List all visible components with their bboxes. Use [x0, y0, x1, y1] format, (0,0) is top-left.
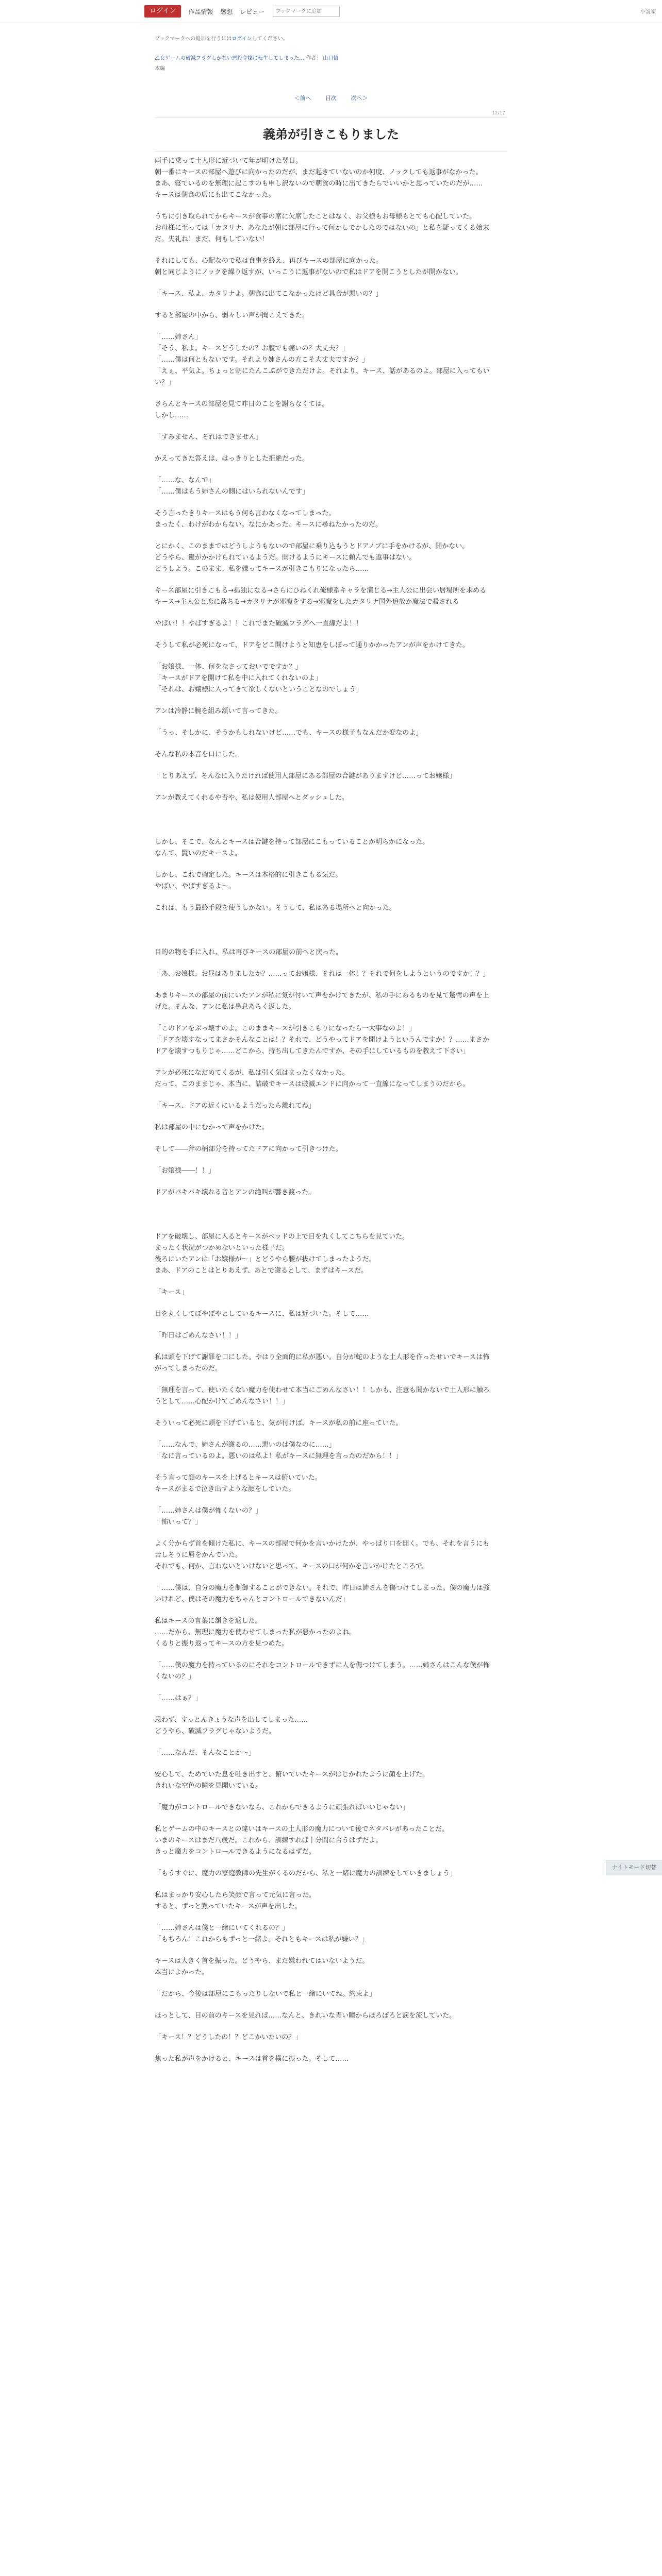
- paragraph: [155, 792, 490, 804]
- text-line: やばい、やばすぎるよ～。: [155, 883, 236, 890]
- text-line: すると、ずっと黙っていたキースが声を出した。: [155, 1903, 302, 1910]
- paragraph: [155, 1309, 490, 1320]
- text-line: そんな私の本音を口にした。: [155, 751, 242, 758]
- text-line: 「昨日はごめんなさい！！」: [155, 1332, 242, 1340]
- text-line: 「……僕の魔力を持っているのにそれをコントロールできずに人を傷つけてしまう。……姉さんはこんな僕が怖くないの？」: [155, 1662, 490, 1681]
- paragraph: [155, 1330, 490, 1342]
- paragraph: [155, 1769, 490, 1792]
- paragraph: [155, 211, 490, 245]
- nav-link-info[interactable]: 作品情報: [188, 8, 213, 15]
- text-line: そして――斧の柄部分を持ってたドアに向かって引きつけた。: [155, 1145, 342, 1153]
- paragraph: [155, 453, 490, 465]
- paragraph: [155, 1165, 490, 1177]
- author-label: 作者：: [306, 56, 322, 61]
- text-line: 「……なんだ、そんなことか～」: [155, 1749, 256, 1757]
- text-line: 「お嬢様、一体、何をなさっておいでですか？」: [155, 663, 303, 671]
- episode-number: 12/17: [492, 111, 505, 116]
- paragraph: [155, 1144, 490, 1155]
- text-line: そういって必死に頭を下げていると、気が付けば、キースが私の前に座っていた。: [155, 1419, 403, 1427]
- paragraph: [155, 1956, 490, 1978]
- paragraph: [155, 1100, 490, 1112]
- paragraph: [155, 432, 490, 443]
- paragraph: [155, 640, 490, 651]
- paragraph: [155, 1418, 490, 1429]
- paragraph: [155, 1802, 490, 1814]
- text-line: 「……はぁ？」: [155, 1694, 202, 1702]
- paragraph: [155, 947, 490, 958]
- paragraph: [155, 1868, 490, 1879]
- paragraph: [155, 475, 490, 498]
- paragraph: [155, 1693, 490, 1704]
- text-line: かえってきた答えは、はっきりとした拒絶だった。: [155, 455, 309, 463]
- text-line: キースは朝食の席にも出てこなかった。: [155, 191, 275, 199]
- text-line: 本当によかった。: [155, 1969, 209, 1976]
- text-line: 目を丸くしてぼやぼやとしているキースに、私は近づいた。そして……: [155, 1310, 369, 1318]
- text-line: しかし、そこで、なんとキースは合鍵を持って部屋にこもっていることが明らかになった。: [155, 838, 429, 846]
- paragraph: [155, 1472, 490, 1495]
- paragraph: [155, 1616, 490, 1650]
- paragraph: [155, 870, 490, 892]
- novel-body: [155, 156, 490, 2075]
- paragraph: [155, 618, 490, 630]
- text-line: お母様に至っては「カタリナ、あなたが朝に部屋に行って何かしでかしたのではないの」と私を疑ってくる始末だ。失礼ね！まだ、何もしていない！: [155, 224, 489, 243]
- info-prefix: ブックマークへの追加を行うには: [155, 36, 232, 42]
- paragraph: [155, 1385, 490, 1408]
- top-nav: [144, 4, 340, 19]
- text-line: これは、もう最終手段を使うしかない。そうして、私はある場所へと向かった。: [155, 904, 396, 912]
- text-line: 私はまっかり安心したら笑顔で言って元気に言った。: [155, 1891, 316, 1899]
- paragraph: [155, 1231, 490, 1277]
- paragraph: [155, 1439, 490, 1462]
- text-line: 私とゲームの中のキースとの違いはキースの土人形の魔力について後でネタバレがあったことだ。: [155, 1825, 449, 1833]
- text-line: 「キース」: [155, 1289, 188, 1296]
- text-line: 私はキースの言葉に頷きを返した。: [155, 1617, 262, 1625]
- text-line: キースは大きく首を振った。どうやら、まだ嫌われてはいないようだ。: [155, 1957, 369, 1965]
- text-line: 「うっ、そしかに、そうかもしれないけど……でも、キースの様子もなんだか変なのよ」: [155, 729, 423, 737]
- text-line: 「魔力がコントロールできないなら、これからできるように頑張ればいいじゃない」: [155, 1804, 409, 1811]
- paragraph: [155, 1660, 490, 1683]
- text-line: 「お嬢様――！！」: [155, 1167, 216, 1175]
- top-bar: [0, 0, 662, 23]
- text-line: きれいな空色の瞳を見開いている。: [155, 1782, 262, 1790]
- text-line: 目的の物を手に入れ、私は再びキースの部屋の前へと戻った。: [155, 948, 343, 956]
- text-line: 「……姉さんは僕と一緒にいてくれるの？」: [155, 1924, 289, 1932]
- paragraph: [155, 1583, 490, 1605]
- paragraph: [155, 332, 490, 388]
- section-break: [155, 1209, 490, 1231]
- nav-link-reviews[interactable]: レビュー: [240, 8, 265, 15]
- paragraph: [155, 289, 490, 300]
- paragraph: [155, 156, 490, 201]
- text-line: ドアを破壊し、部屋に入るとキースがベッドの上で目を丸くしてこちらを見ていた。: [155, 1233, 409, 1241]
- text-line: 「……僕は何ともないです。それより姉さんの方こそ大丈夫ですか？」: [155, 356, 369, 364]
- text-line: 私は部屋の中にむかって声をかけた。: [155, 1124, 269, 1131]
- text-line: すると部屋の中から、弱々しい声が聞こえてきた。: [155, 312, 309, 319]
- paragraph: [155, 1715, 490, 1737]
- text-line: 「あ、お嬢様、お昼はありましたか？……ってお嬢様、それは一体！？それで何をしようというのですか！？」: [155, 970, 490, 978]
- text-line: しかし、これで確定した。キースは本格的に引きこもる気だ。: [155, 871, 342, 879]
- text-line: 「ドアを壊すなってまさかそんなことは！？それで、どうやってドアを開けようというんですか！？……まさかドアを壊すつもりじゃ……どこから、持ち出してきたんですか、その手にしているものを教えて下さい」: [155, 1036, 489, 1055]
- paragraph: [155, 399, 490, 421]
- text-line: 後ろにいたアンは「お嬢様が～」とどうやら腰が抜けてしまったようだ。: [155, 1256, 376, 1263]
- text-line: 朝一番にキースの部屋へ遊びに向かったのだが、まだ起きていないのか何度、ノックしても返事がなかった。: [155, 168, 483, 176]
- paragraph: [155, 1923, 490, 1945]
- text-line: どうしよう。このまま、私を嫌ってキースが引きこもりになったら……: [155, 565, 369, 573]
- site-brand[interactable]: 小説家: [640, 9, 656, 15]
- text-line: そう言ったきりキースはもう何も言わなくなってしまった。: [155, 510, 336, 517]
- bookmark-info: [155, 34, 288, 42]
- paragraph: [155, 2010, 490, 2022]
- paragraph: [155, 749, 490, 760]
- text-line: あまりキースの部屋の前にいたアンが私に気が付いて声をかけてきたが、私の手にあるものを見て驚愕の声を上げた。そんな、アンに私は鼻息あらく返した。: [155, 992, 489, 1011]
- text-line: 「キースがドアを開けて私を中に入れてくれないのよ」: [155, 674, 322, 682]
- paragraph: [155, 1748, 490, 1759]
- text-line: 「もうすぐに、魔力の家庭教師の先生がくるのだから、私と一緒に魔力の訓練をしていきましょう」: [155, 1870, 457, 1877]
- toc-link[interactable]: 目次: [325, 95, 337, 101]
- text-line: アンは冷静に腕を組み頷いて言ってきた。: [155, 707, 282, 715]
- text-line: アンが教えてくれるや否や、私は使用人部屋へとダッシュした。: [155, 794, 349, 802]
- text-line: 「とりあえず、そんなに入りたければ使用人部屋にある部屋の合鍵がありますけど……ってお嬢様」: [155, 772, 456, 780]
- paragraph: [155, 1890, 490, 1912]
- pager-top: [0, 94, 662, 102]
- text-line: とにかく、このままではどうしようもないので部屋に乗り込もうとドアノブに手をかけるが、開かない。: [155, 543, 469, 550]
- title-box: [155, 111, 507, 151]
- paragraph: [155, 727, 490, 739]
- paragraph: [155, 2054, 490, 2065]
- episode-title: 義弟が引きこもりました: [263, 127, 399, 142]
- text-line: 「えぇ、平気よ。ちょっと朝にたんこぶができただけよ。それより、キース、話があるのよ。部屋に入ってもいい？」: [155, 367, 490, 386]
- chapter-label: 本編: [155, 66, 165, 72]
- text-line: いまのキースはまだ八歳だ。これから、訓練すれば十分間に合うはずだよ。: [155, 1837, 383, 1844]
- prev-link[interactable]: ＜前へ: [294, 95, 311, 101]
- paragraph: [155, 662, 490, 696]
- text-line: まあ、ドアのことはとりあえず、あとで謝るとして、まずはキースだ。: [155, 1267, 368, 1275]
- text-line: よく分からず首を傾けた私に、キースの部屋で何かを言いかけたが、やっぱり口を開く。でも、それを言うにも苦しそうに唇をかんでいた。: [155, 1540, 490, 1559]
- text-line: やばい！！やばすぎるよ！！これでまた破滅フラグへ一直線だよ！！: [155, 620, 363, 628]
- text-line: くるりと振り返ってキースの方を見つめた。: [155, 1640, 289, 1648]
- text-line: 「……姉さん」: [155, 333, 202, 341]
- paragraph: [155, 541, 490, 575]
- text-line: ……だから、無理に魔力を使わせてしまった私が悪かったのよね。: [155, 1629, 356, 1636]
- night-mode-button[interactable]: ナイトモード切替: [606, 1860, 662, 1875]
- text-line: 「……なんで、姉さんが謝るの……悪いのは僕なのに……」: [155, 1441, 336, 1449]
- series-title-link[interactable]: 乙女ゲームの破滅フラグしかない悪役令嬢に転生してしまった…: [155, 56, 304, 61]
- text-line: そうして私が必死になって、ドアをどこ開けようと知恵をしぼって通りかかったアンが声をかけてきた。: [155, 641, 469, 649]
- paragraph: [155, 2032, 490, 2043]
- text-line: キースがまるで泣き出すような顔をしていた。: [155, 1485, 295, 1493]
- text-line: 「それは、お嬢様に入ってきて欲しくないということなのでしょう」: [155, 686, 363, 693]
- paragraph: [155, 1023, 490, 1057]
- paragraph: [155, 706, 490, 717]
- text-line: ほっとして、目の前のキースを見れば……なんと、きれいな青い瞳からぽろぽろと涙を流していた。: [155, 2012, 456, 2020]
- text-line: だって、このままじゃ、本当に、詰破でキースは破滅エンドに向かって一直線になってしまうのだから。: [155, 1080, 470, 1088]
- paragraph: [155, 837, 490, 859]
- text-line: キース部屋に引きこもる→孤独になる→さらにひねくれ俺様系キャラを演じる→主人公に出会い居場所を求めるキース→主人公と恋に落ちる→カタリナが邪魔をする→邪魔をしたカタリナ国外追放か魔法で殺される: [155, 587, 487, 606]
- text-line: 「怖いって？」: [155, 1518, 202, 1526]
- text-line: 「キース！？どうしたの！？どこかいたいの？」: [155, 2033, 302, 2041]
- text-line: 「……僕は、自分の魔力を制御することができない。それで、昨日は姉さんを傷つけてしまった。僕の魔力は強いけれど、僕はその魔力をちゃんとコントロールできないんだ」: [155, 1584, 490, 1603]
- text-line: それでも、何か、言わないといけないと思って、キースの口が何かを言いかけたところで。: [155, 1563, 429, 1570]
- text-line: まったく、わけがわからない。なにかあった、キースに尋ねたかったのだ。: [155, 521, 382, 529]
- section-break: [155, 924, 490, 947]
- text-line: きっと魔力をコントロールできるようになるはずだ。: [155, 1848, 316, 1856]
- paragraph: [155, 1505, 490, 1528]
- paragraph: [155, 969, 490, 980]
- text-line: 「キース、ドアの近くにいるようだったら離れてね」: [155, 1102, 316, 1110]
- paragraph: [155, 1824, 490, 1858]
- text-line: 「なに言っているのよ。悪いのは私よ！私がキースに無理を言ったのだから！！」: [155, 1452, 403, 1460]
- paragraph: [155, 585, 490, 608]
- paragraph: [155, 1067, 490, 1090]
- paragraph: [155, 771, 490, 782]
- paragraph: [155, 310, 490, 321]
- text-line: まったく状況がつかめないといった様子だ。: [155, 1244, 289, 1252]
- text-line: 「無理を言って、使いたくない魔力を使わせて本当にごめんなさい！！しかも、注意も聞かないで土人形に触ろうとして……心配かけてごめんなさい！！」: [155, 1386, 490, 1405]
- text-line: ドアがバキバキ壊れる音とアンの絶叫が響き渡った。: [155, 1189, 316, 1196]
- paragraph: [155, 1989, 490, 2000]
- paragraph: [155, 256, 490, 278]
- text-line: まあ、寝ているのを無理に起こすのも申し訳ないので朝食の時に出てきたらでいいかと思っていたのだが……: [155, 180, 483, 188]
- text-line: さらんとキースの部屋を見て昨日のことを謝らなくては。: [155, 400, 329, 408]
- text-line: 焦った私が声をかけると、キースは首を横に振った。そして……: [155, 2055, 349, 2063]
- text-line: 「……な、なんで」: [155, 477, 216, 484]
- text-line: 「このドアをぶっ壊すのよ。このままキースが引きこもりになったら一大事なのよ！」: [155, 1025, 416, 1032]
- text-line: そう言って顔のキースを上げるとキースは俯いていた。: [155, 1474, 322, 1482]
- text-line: 私は頭を下げて謝罪を口にした。やはり全面的に私が悪い。自分が蛇のような土人形を作ったせいでキースは怖がってしまったのだ。: [155, 1353, 490, 1372]
- text-line: どうやら、鍵がかかけられているようだ。開けるようにキースに頼んでも返事はない。: [155, 554, 416, 562]
- text-line: しかし……: [155, 412, 189, 419]
- text-line: 朝と同じようにノックを繰り返すが、いっこうに返事がないので私はドアを開こうとしたが開かない。: [155, 268, 462, 276]
- text-line: 「……僕はもう姉さんの側にはいられないんです」: [155, 488, 309, 496]
- section-break: [155, 814, 490, 837]
- paragraph: [155, 990, 490, 1013]
- paragraph: [155, 903, 490, 914]
- text-line: アンが必死になだめてくるが、私は引く気はまったくなかった。: [155, 1069, 349, 1077]
- text-line: 「キース、私よ、カタリナよ。朝食に出てこなかったけど具合が悪いの？」: [155, 290, 383, 298]
- text-line: 「もちろん！これからもずっと一緒よ。それともキースは私が嫌い？」: [155, 1936, 369, 1943]
- bookmark-input[interactable]: [273, 6, 340, 17]
- info-suffix: してください。: [252, 36, 288, 42]
- text-line: 安心して、ためていた息を吐き出すと、俯いていたキースがはじかれたように顔を上げた。: [155, 1771, 429, 1778]
- text-line: 「だから、今後は部屋にこもったりしないで私と一緒にいてね。約束よ」: [155, 1990, 376, 1998]
- text-line: 「……姉さんは僕が怖くないの？」: [155, 1507, 262, 1515]
- paragraph: [155, 1352, 490, 1375]
- text-line: うちに引き取られてからキースが食事の席に欠席したことはなく、お父様もお母様もとても心配していた。: [155, 213, 476, 221]
- text-line: 両手に乗って土人形に近づいて年が明けた翌日。: [155, 157, 303, 165]
- nav-link-impressions[interactable]: 感想: [220, 8, 233, 15]
- text-line: どうやら、破滅フラグじゃないようだ。: [155, 1727, 276, 1735]
- paragraph: [155, 508, 490, 531]
- paragraph: [155, 1122, 490, 1133]
- next-link[interactable]: 次へ＞: [351, 95, 368, 101]
- paragraph: [155, 1538, 490, 1572]
- text-line: 「そう、私よ。キースどうしたの？お腹でも痛いの？大丈夫？」: [155, 345, 349, 352]
- author-link[interactable]: 山口悟: [323, 56, 339, 61]
- login-button[interactable]: ログイン: [144, 5, 181, 18]
- text-line: それにしても、心配なので私は食事を終え、再びキースの部屋に向かった。: [155, 257, 383, 265]
- text-line: なんて、賢いのだキースよ。: [155, 850, 242, 857]
- info-login-link[interactable]: ログイン: [231, 36, 252, 42]
- series-line: [155, 54, 338, 61]
- text-line: 思わず、すっとんきょうな声を出してしまった……: [155, 1716, 308, 1724]
- paragraph: [155, 1287, 490, 1298]
- paragraph: [155, 1187, 490, 1198]
- text-line: 「すみません、それはできません」: [155, 433, 262, 441]
